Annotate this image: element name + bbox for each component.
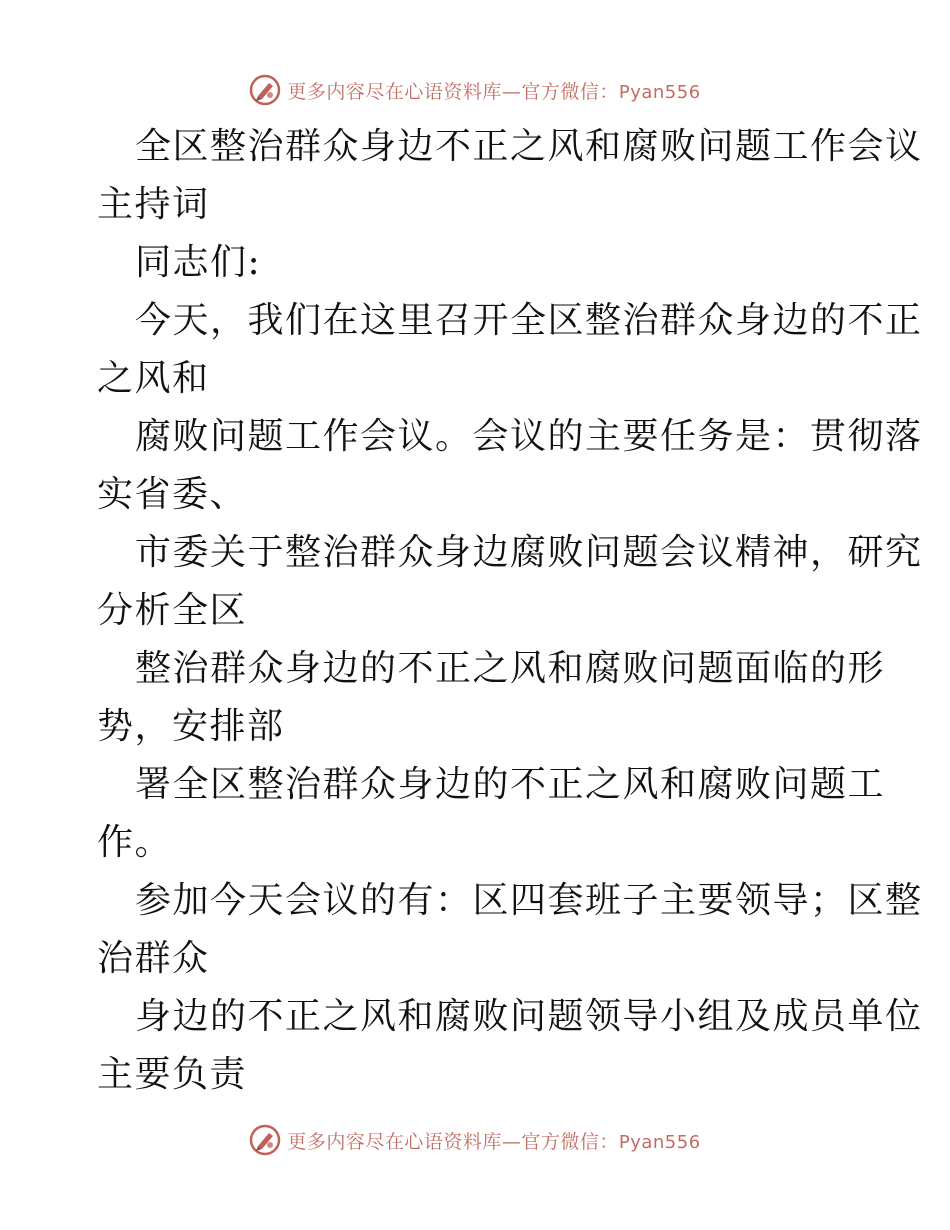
- title-line: 全区整治群众身边不正之风和腐败问题工作会议: [135, 126, 923, 167]
- paragraph-line: 腐败问题工作会议。会议的主要任务是：贯彻落: [135, 416, 923, 457]
- footer-watermark: [0, 1120, 950, 1160]
- paragraph-line: 参加今天会议的有：区四套班子主要领导；区整: [135, 880, 923, 921]
- paragraph-line: 之风和: [97, 358, 210, 399]
- pen-seal-logo-icon: [249, 74, 281, 106]
- header-watermark: [0, 70, 950, 110]
- watermark-text: 更多内容尽在心语资料库—官方微信：Pyan556: [287, 1130, 701, 1153]
- paragraph-line: 主要负责: [97, 1054, 248, 1095]
- paragraph-line: 今天，我们在这里召开全区整治群众身边的不正: [135, 300, 923, 341]
- paragraph-line: 治群众: [97, 938, 210, 979]
- title-line-continued: 主持词: [97, 184, 210, 225]
- paragraph-line: 署全区整治群众身边的不正之风和腐败问题工: [135, 764, 886, 805]
- paragraph-line: 实省委、: [97, 474, 248, 515]
- paragraph-line: 势，安排部: [97, 706, 285, 747]
- paragraph-line: 整治群众身边的不正之风和腐败问题面临的形: [135, 648, 886, 689]
- pen-seal-logo-icon: [249, 1124, 281, 1156]
- paragraph-line: 身边的不正之风和腐败问题领导小组及成员单位: [135, 996, 923, 1037]
- document-body: [97, 118, 923, 1104]
- paragraph-line: 作。: [97, 822, 173, 863]
- salutation: 同志们:: [135, 242, 262, 283]
- watermark-text: 更多内容尽在心语资料库—官方微信：Pyan556: [287, 80, 701, 103]
- paragraph-line: 市委关于整治群众身边腐败问题会议精神，研究: [135, 532, 923, 573]
- paragraph-line: 分析全区: [97, 590, 248, 631]
